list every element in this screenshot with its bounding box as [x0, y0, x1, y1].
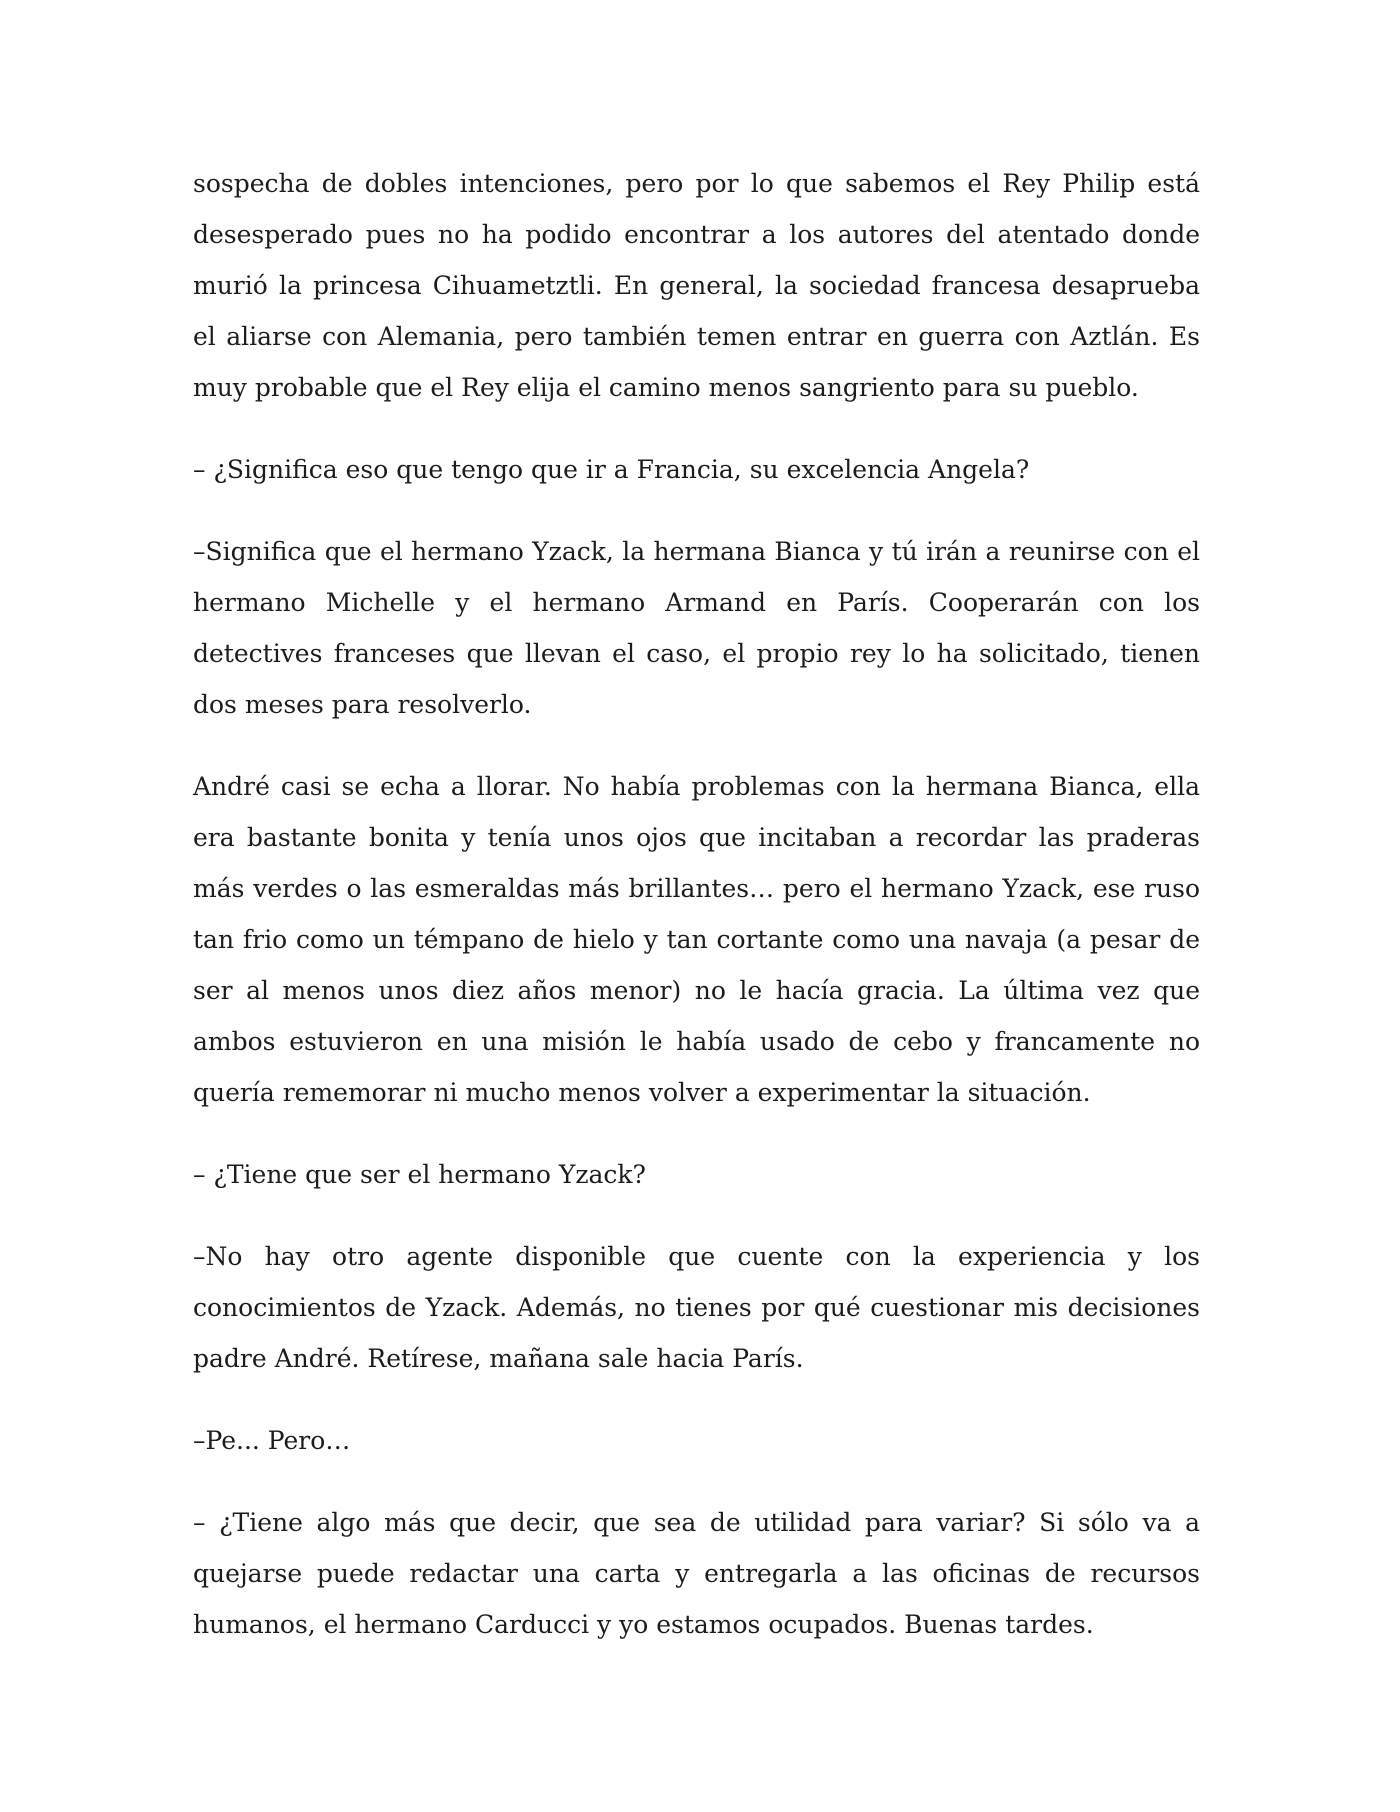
paragraph-8: – ¿Tiene algo más que decir, que sea de utilidad para variar? Si sólo va a quejarse puede redactar una carta y entregarla a las oficinas de recursos humanos, el hermano Carducci y yo estamos ocupados. Buenas tardes. — [193, 1508, 1200, 1639]
paragraph-1: sospecha de dobles intenciones, pero por lo que sabemos el Rey Philip está desesperado pues no ha podido encontrar a los autores del atentado donde murió la princesa Cihuametztli. En general, la sociedad francesa desaprueba el aliarse con Alemania, pero también temen entrar en guerra con Aztlán. Es muy probable que el Rey elija el camino menos sangriento para su pueblo. — [193, 169, 1200, 402]
paragraph-2: – ¿Significa eso que tengo que ir a Francia, su excelencia Angela? — [193, 455, 1030, 484]
paragraph-4: André casi se echa a llorar. No había problemas con la hermana Bianca, ella era bastante bonita y tenía unos ojos que incitaban a recordar las praderas más verdes o las esmeraldas más brillantes… pero el hermano Yzack, ese ruso tan frio como un témpano de hielo y tan cortante como una navaja (a pesar de ser al menos unos diez años menor) no le hacía gracia. La última vez que ambos estuvieron en una misión le había usado de cebo y francamente no quería rememorar ni mucho menos volver a experimentar la situación. — [193, 772, 1200, 1107]
paragraph-5: – ¿Tiene que ser el hermano Yzack? — [193, 1160, 646, 1189]
paragraph-6: –No hay otro agente disponible que cuente con la experiencia y los conocimientos de Yzack. Además, no tienes por qué cuestionar mis decisiones padre André. Retírese, mañana sale hacia París. — [193, 1242, 1200, 1373]
paragraph-7: –Pe... Pero… — [193, 1426, 351, 1455]
paragraph-3: –Significa que el hermano Yzack, la hermana Bianca y tú irán a reunirse con el hermano Michelle y el hermano Armand en París. Cooperarán con los detectives franceses que llevan el caso, el propio rey lo ha solicitado, tienen dos meses para resolverlo. — [193, 537, 1200, 719]
body-text — [193, 158, 1200, 1650]
